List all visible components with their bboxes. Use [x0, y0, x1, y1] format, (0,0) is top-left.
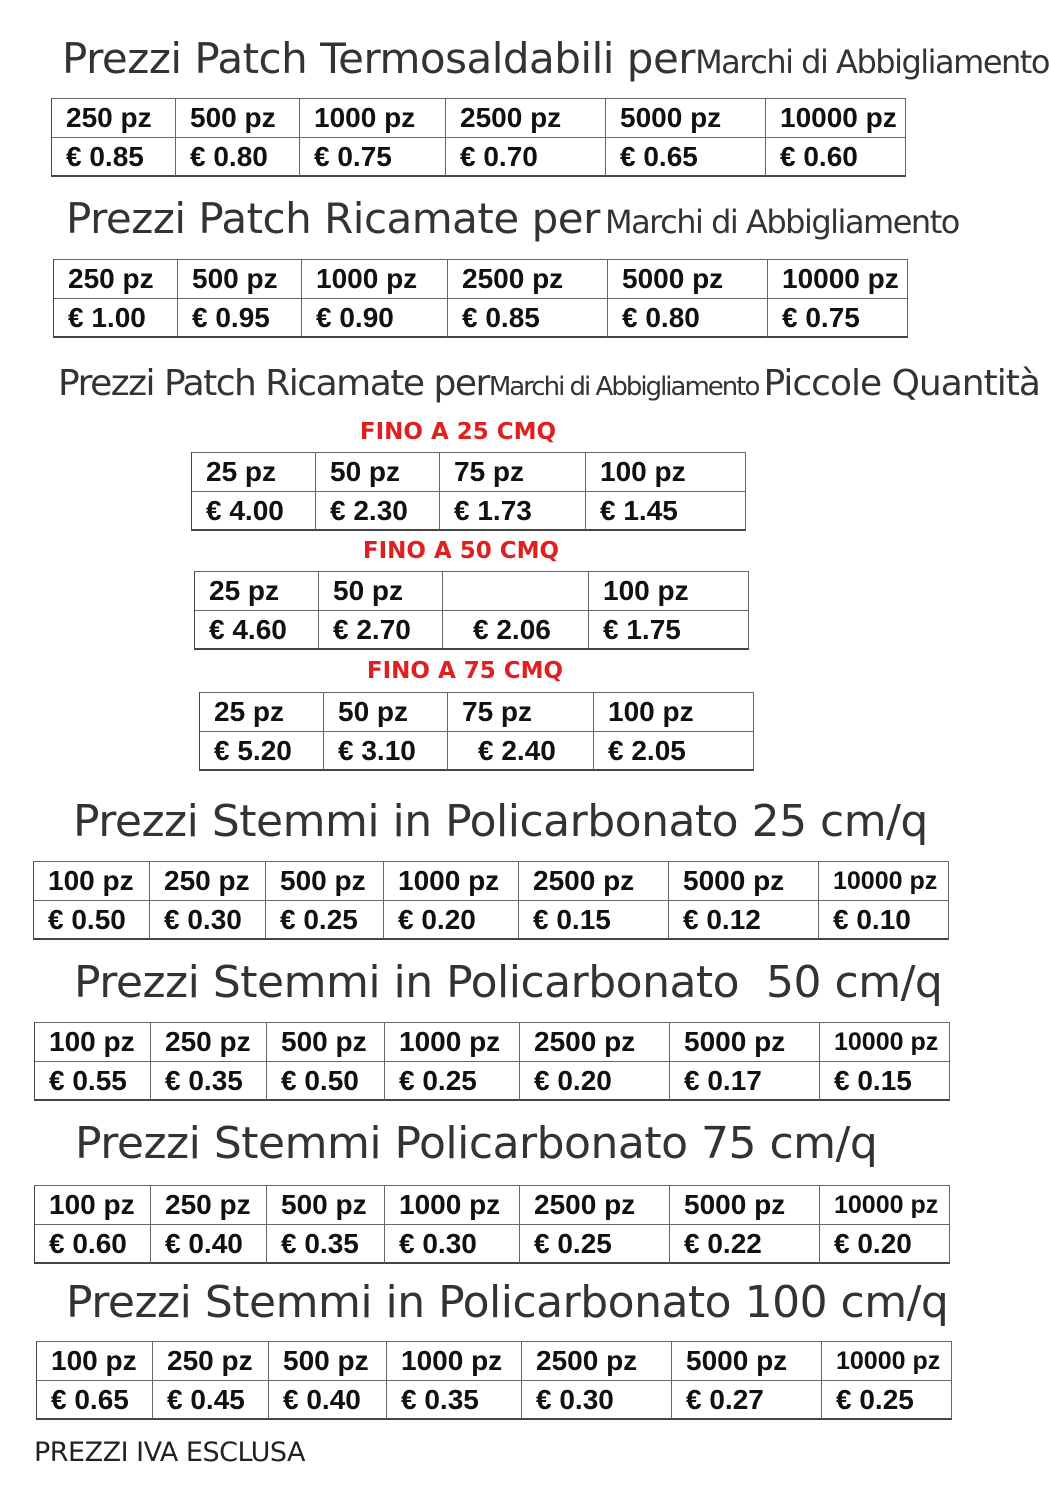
qty-header: 100 pz — [35, 1023, 151, 1062]
title-main: Prezzi Patch Ricamate per — [58, 363, 489, 404]
price-cell: € 0.22 — [670, 1225, 820, 1264]
qty-header: 10000 pz — [766, 99, 906, 138]
qty-header: 100 pz — [34, 862, 150, 901]
price-cell: € 0.75 — [768, 299, 908, 338]
title-main: Prezzi Stemmi in Policarbonato 100 cm/q — [66, 1277, 949, 1328]
section-title-policarbonato-50 — [74, 957, 943, 1008]
price-table-ricamate — [53, 259, 908, 338]
title-main: Prezzi Stemmi in Policarbonato 50 cm/q — [74, 957, 943, 1008]
price-cell: € 2.40 — [448, 732, 594, 771]
price-cell: € 0.15 — [820, 1062, 950, 1101]
qty-header: 1000 pz — [384, 862, 519, 901]
qty-header: 50 pz — [324, 693, 448, 732]
vat-note: PREZZI IVA ESCLUSA — [34, 1437, 306, 1468]
qty-header: 5000 pz — [669, 862, 819, 901]
price-cell: € 0.25 — [822, 1381, 952, 1420]
section-title-policarbonato-75 — [75, 1118, 878, 1169]
qty-header: 100 pz — [589, 572, 749, 611]
price-cell: € 1.45 — [586, 492, 746, 531]
price-cell: € 0.15 — [519, 901, 669, 940]
price-table-policarbonato-25 — [33, 861, 949, 940]
price-cell: € 0.80 — [608, 299, 768, 338]
header-row — [35, 1023, 950, 1062]
price-cell: € 0.27 — [672, 1381, 822, 1420]
qty-header: 75 pz — [448, 693, 594, 732]
price-row — [54, 299, 908, 338]
price-cell: € 2.05 — [594, 732, 754, 771]
qty-header: 5000 pz — [670, 1186, 820, 1225]
section-title-termosaldabili — [62, 34, 1049, 83]
price-table-75cmq — [199, 692, 754, 771]
price-cell: € 0.20 — [384, 901, 519, 940]
qty-header: 500 pz — [267, 1023, 385, 1062]
price-cell: € 0.20 — [820, 1225, 950, 1264]
price-cell: € 0.10 — [819, 901, 949, 940]
price-cell: € 0.95 — [178, 299, 302, 338]
price-row — [200, 732, 754, 771]
header-row — [37, 1342, 952, 1381]
qty-header: 5000 pz — [670, 1023, 820, 1062]
price-row — [195, 611, 749, 650]
price-row — [34, 901, 949, 940]
qty-header: 10000 pz — [820, 1186, 950, 1225]
price-cell: € 0.12 — [669, 901, 819, 940]
qty-header: 2500 pz — [522, 1342, 672, 1381]
qty-header: 25 pz — [192, 453, 316, 492]
price-cell: € 0.30 — [385, 1225, 520, 1264]
qty-header: 2500 pz — [446, 99, 606, 138]
price-cell: € 1.75 — [589, 611, 749, 650]
title-main: Prezzi Stemmi Policarbonato 75 cm/q — [75, 1118, 878, 1169]
qty-header: 250 pz — [151, 1023, 267, 1062]
price-cell: € 0.35 — [387, 1381, 522, 1420]
qty-header: 50 pz — [316, 453, 440, 492]
price-cell: € 0.17 — [670, 1062, 820, 1101]
price-cell: € 2.06 — [443, 611, 589, 650]
price-cell: € 5.20 — [200, 732, 324, 771]
qty-header: 25 pz — [200, 693, 324, 732]
price-table-termosaldabili — [51, 98, 906, 177]
price-table-policarbonato-100 — [36, 1341, 952, 1420]
price-cell: € 0.50 — [267, 1062, 385, 1101]
price-cell: € 0.20 — [520, 1062, 670, 1101]
price-cell: € 0.35 — [151, 1062, 267, 1101]
qty-header: 250 pz — [153, 1342, 269, 1381]
price-cell: € 0.30 — [522, 1381, 672, 1420]
price-cell: € 2.70 — [319, 611, 443, 650]
qty-header: 100 pz — [586, 453, 746, 492]
price-cell: € 0.70 — [446, 138, 606, 177]
price-cell: € 0.45 — [153, 1381, 269, 1420]
size-label-75: FINO A 75 CMQ — [366, 658, 564, 684]
price-cell: € 3.10 — [324, 732, 448, 771]
qty-header: 1000 pz — [300, 99, 446, 138]
header-row — [54, 260, 908, 299]
price-cell: € 0.30 — [150, 901, 266, 940]
price-cell: € 0.65 — [606, 138, 766, 177]
qty-header: 5000 pz — [672, 1342, 822, 1381]
size-label-25: FINO A 25 CMQ — [359, 419, 557, 445]
qty-header: 50 pz — [319, 572, 443, 611]
section-title-policarbonato-25 — [73, 796, 928, 847]
title-main: Prezzi Patch Ricamate per — [66, 194, 600, 243]
price-cell: € 0.25 — [385, 1062, 520, 1101]
qty-header: 100 pz — [37, 1342, 153, 1381]
header-row — [195, 572, 749, 611]
qty-header: 10000 pz — [768, 260, 908, 299]
price-table-25cmq — [191, 452, 746, 531]
price-cell: € 4.00 — [192, 492, 316, 531]
price-table-policarbonato-75 — [34, 1185, 950, 1264]
qty-header: 1000 pz — [302, 260, 448, 299]
qty-header: 2500 pz — [520, 1023, 670, 1062]
header-row — [200, 693, 754, 732]
price-cell: € 0.25 — [266, 901, 384, 940]
header-row — [35, 1186, 950, 1225]
qty-header: 10000 pz — [820, 1023, 950, 1062]
section-title-piccole-quantita — [58, 363, 1040, 404]
price-cell: € 0.75 — [300, 138, 446, 177]
header-row — [52, 99, 906, 138]
title-main: Prezzi Stemmi in Policarbonato 25 cm/q — [73, 796, 928, 847]
price-table-50cmq — [194, 571, 749, 650]
qty-header: 250 pz — [151, 1186, 267, 1225]
qty-header: 500 pz — [266, 862, 384, 901]
price-cell: € 4.60 — [195, 611, 319, 650]
qty-header: 500 pz — [269, 1342, 387, 1381]
price-cell: € 0.65 — [37, 1381, 153, 1420]
title-small: Marchi di Abbigliamento — [604, 203, 959, 241]
price-cell: € 1.73 — [440, 492, 586, 531]
price-cell: € 1.00 — [54, 299, 178, 338]
qty-header: 500 pz — [267, 1186, 385, 1225]
price-cell: € 0.60 — [35, 1225, 151, 1264]
qty-header: 5000 pz — [606, 99, 766, 138]
header-row — [34, 862, 949, 901]
qty-header: 1000 pz — [385, 1186, 520, 1225]
price-cell: € 0.80 — [176, 138, 300, 177]
qty-header: 250 pz — [54, 260, 178, 299]
price-cell: € 0.85 — [52, 138, 176, 177]
price-row — [35, 1225, 950, 1264]
section-title-policarbonato-100 — [66, 1277, 949, 1328]
price-row — [37, 1381, 952, 1420]
price-row — [35, 1062, 950, 1101]
qty-header: 100 pz — [594, 693, 754, 732]
qty-header: 1000 pz — [387, 1342, 522, 1381]
price-cell: € 0.85 — [448, 299, 608, 338]
qty-header: 10000 pz — [819, 862, 949, 901]
qty-header: 500 pz — [178, 260, 302, 299]
qty-header: 2500 pz — [448, 260, 608, 299]
qty-header: 250 pz — [150, 862, 266, 901]
price-row — [192, 492, 746, 531]
qty-header: 100 pz — [35, 1186, 151, 1225]
qty-header: 25 pz — [195, 572, 319, 611]
qty-header: 250 pz — [52, 99, 176, 138]
qty-header: 5000 pz — [608, 260, 768, 299]
price-cell: € 2.30 — [316, 492, 440, 531]
qty-header — [443, 572, 589, 611]
price-cell: € 0.25 — [520, 1225, 670, 1264]
section-title-ricamate — [66, 194, 959, 243]
qty-header: 75 pz — [440, 453, 586, 492]
price-cell: € 0.90 — [302, 299, 448, 338]
price-cell: € 0.35 — [267, 1225, 385, 1264]
qty-header: 2500 pz — [520, 1186, 670, 1225]
title-small: Marchi di Abbigliamento — [695, 43, 1049, 81]
header-row — [192, 453, 746, 492]
qty-header: 10000 pz — [822, 1342, 952, 1381]
price-cell: € 0.50 — [34, 901, 150, 940]
qty-header: 500 pz — [176, 99, 300, 138]
price-table-policarbonato-50 — [34, 1022, 950, 1101]
title-small: Marchi di Abbigliamento — [488, 372, 759, 402]
price-row — [52, 138, 906, 177]
qty-header: 1000 pz — [385, 1023, 520, 1062]
price-cell: € 0.55 — [35, 1062, 151, 1101]
size-label-50: FINO A 50 CMQ — [362, 538, 560, 564]
price-cell: € 0.60 — [766, 138, 906, 177]
title-after: Piccole Quantità — [763, 363, 1040, 404]
qty-header: 2500 pz — [519, 862, 669, 901]
title-main: Prezzi Patch Termosaldabili per — [62, 34, 696, 83]
price-cell: € 0.40 — [151, 1225, 267, 1264]
price-cell: € 0.40 — [269, 1381, 387, 1420]
